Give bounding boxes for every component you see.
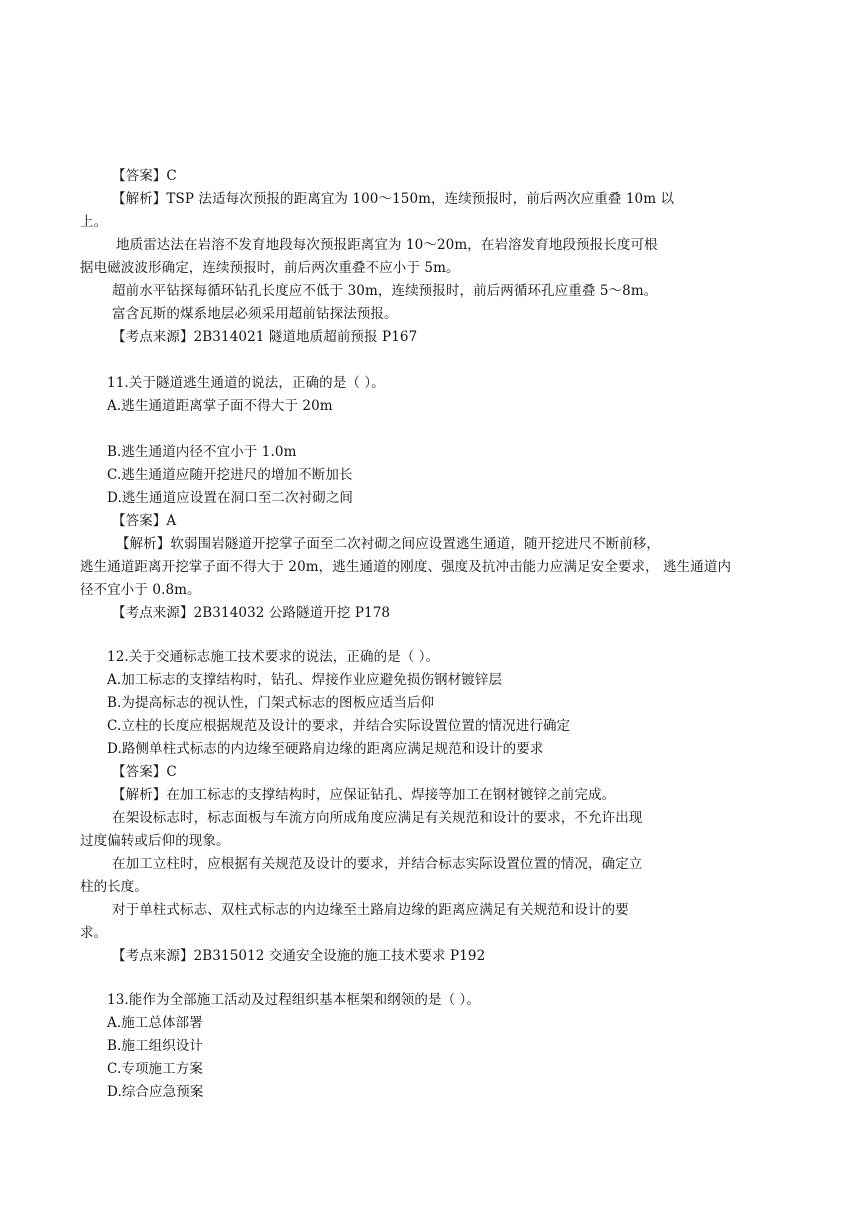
q12-analysis-line: 【解析】在加工标志的支撑结构时，应保证钻孔、焊接等加工在钢材镀锌之前完成。 [112,787,616,803]
q12-analysis-line: 在加工立柱时，应根据有关规范及设计的要求，并结合标志实际设置位置的情况，确定立 [112,856,643,872]
q12-analysis-line: 过度偏转或后仰的现象。 [80,833,230,849]
q11-option-d: D.逃生通道应设置在洞口至二次衬砌之间 [107,490,354,506]
q11-source: 【考点来源】2B314032 公路隧道开挖 P178 [112,605,391,621]
q10-analysis-line: 【解析】TSP 法适每次预报的距离宜为 100～150m，连续预报时，前后两次应重叠 10m 以 [112,191,675,207]
q11-analysis-line: 逃生通道距离开挖掌子面不得大于 20m，逃生通道的刚度、强度及抗冲击能力应满足安全要求， 逃生通道内 [80,559,732,575]
q12-analysis-line: 求。 [80,925,108,941]
q13-option-d: D.综合应急预案 [107,1084,204,1100]
q11-answer: 【答案】A [112,513,177,529]
q12-option-c: C.立柱的长度应根据规范及设计的要求，并结合实际设置位置的情况进行确定 [107,718,571,734]
q10-analysis-line: 上。 [80,214,108,230]
q13-question: 13.能作为全部施工活动及过程组织基本框架和纲领的是（ ）。 [107,992,481,1008]
q12-source: 【考点来源】2B315012 交通安全设施的施工技术要求 P192 [112,948,486,964]
q11-question: 11.关于隧道逃生通道的说法，正确的是（ ）。 [107,375,385,391]
q12-answer: 【答案】C [112,764,177,780]
q11-analysis-line: 【解析】软弱围岩隧道开挖掌子面至二次衬砌之间应设置逃生通道，随开挖进尺不断前移， [116,536,660,552]
q10-analysis-line: 超前水平钻探每循环钻孔长度应不低于 30m，连续预报时，前后两循环孔应重叠 5～8m。 [112,283,658,299]
q10-analysis-line: 富含瓦斯的煤系地层必须采用超前钻探法预报。 [112,306,398,322]
q12-option-d: D.路侧单柱式标志的内边缘至硬路肩边缘的距离应满足规范和设计的要求 [107,741,544,757]
q12-analysis-line: 在架设标志时，标志面板与车流方向所成角度应满足有关规范和设计的要求，不允许出现 [112,810,643,826]
q13-option-c: C.专项施工方案 [107,1061,203,1077]
q10-analysis-line: 地质雷达法在岩溶不发育地段每次预报距离宜为 10～20m，在岩溶发育地段预报长度可根 [116,237,658,253]
q12-option-a: A.加工标志的支撑结构时，钻孔、焊接作业应避免损伤钢材镀锌层 [107,672,503,688]
q12-analysis-line: 柱的长度。 [80,879,148,895]
q13-option-a: A.施工总体部署 [107,1015,203,1031]
q13-option-b: B.施工组织设计 [107,1038,204,1054]
q12-option-b: B.为提高标志的视认性，门架式标志的图板应适当后仰 [107,695,435,711]
q10-source: 【考点来源】2B314021 隧道地质超前预报 P167 [112,329,418,345]
q11-option-a: A.逃生通道距离掌子面不得大于 20m [107,398,333,414]
q11-option-b: B.逃生通道内径不宜小于 1.0m [107,444,297,460]
q12-analysis-line: 对于单柱式标志、双柱式标志的内边缘至土路肩边缘的距离应满足有关规范和设计的要 [112,902,629,918]
q11-option-c: C.逃生通道应随开挖进尺的增加不断加长 [107,467,353,483]
q10-analysis-line: 据电磁波波形确定，连续预报时，前后两次重叠不应小于 5m。 [80,260,460,276]
q10-answer: 【答案】C [112,168,177,184]
q11-analysis-line: 径不宜小于 0.8m。 [80,582,201,598]
q12-question: 12.关于交通标志施工技术要求的说法，正确的是（ ）。 [107,649,440,665]
